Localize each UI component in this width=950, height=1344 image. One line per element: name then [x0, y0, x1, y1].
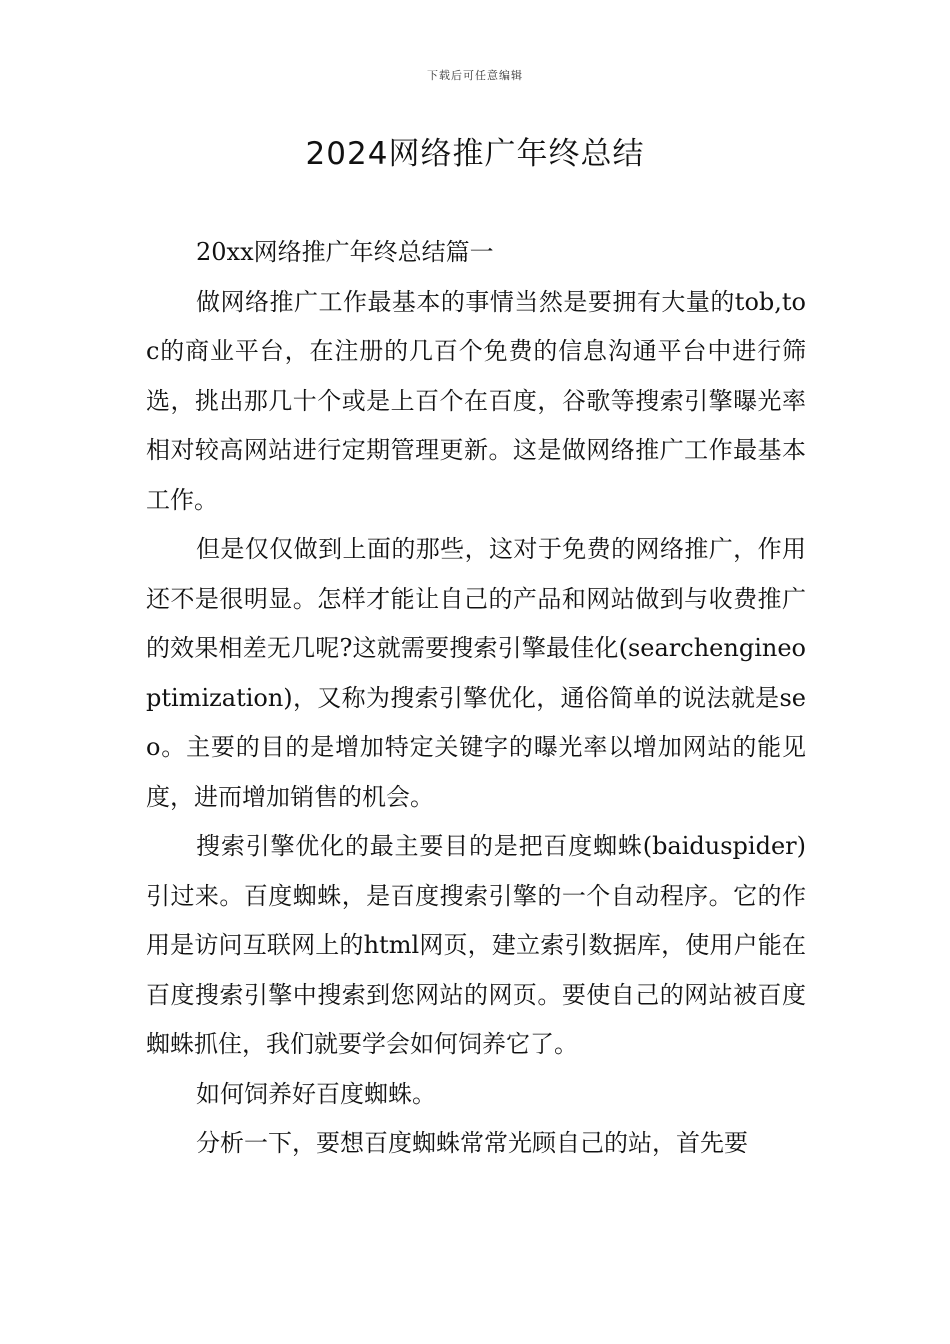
section-heading: 20xx网络推广年终总结篇一 [196, 238, 494, 266]
header-note: 下载后可任意编辑 [427, 69, 523, 82]
document-body [146, 228, 806, 1169]
paragraph: 做网络推广工作最基本的事情当然是要拥有大量的tob,toc的商业平台，在注册的几百个免费的信息沟通平台中进行筛选，挑出那几十个或是上百个在百度，谷歌等搜索引擎曝光率相对较高网站进行定期管理更新。这是做网络推广工作最基本工作。 [146, 287, 806, 514]
document-title: 2024网络推广年终总结 [305, 136, 645, 172]
paragraph: 搜索引擎优化的最主要目的是把百度蜘蛛(baiduspider)引过来。百度蜘蛛，是百度搜索引擎的一个自动程序。它的作用是访问互联网上的html网页，建立索引数据库，使用户能在百度搜索引擎中搜索到您网站的网页。要使自己的网站被百度蜘蛛抓住，我们就要学会如何饲养它了。 [146, 832, 806, 1058]
paragraph: 分析一下，要想百度蜘蛛常常光顾自己的站，首先要 [196, 1129, 748, 1157]
paragraph: 如何饲养好百度蜘蛛。 [196, 1079, 436, 1108]
paragraph: 但是仅仅做到上面的那些，这对于免费的网络推广，作用还不是很明显。怎样才能让自己的产品和网站做到与收费推广的效果相差无几呢?这就需要搜索引擎最佳化(searchengineoptimization)，又称为搜索引擎优化，通俗简单的说法就是seo。主要的目的是增加特定关键字的曝光率以增加网站的能见度，进而增加销售的机会。 [146, 535, 806, 811]
